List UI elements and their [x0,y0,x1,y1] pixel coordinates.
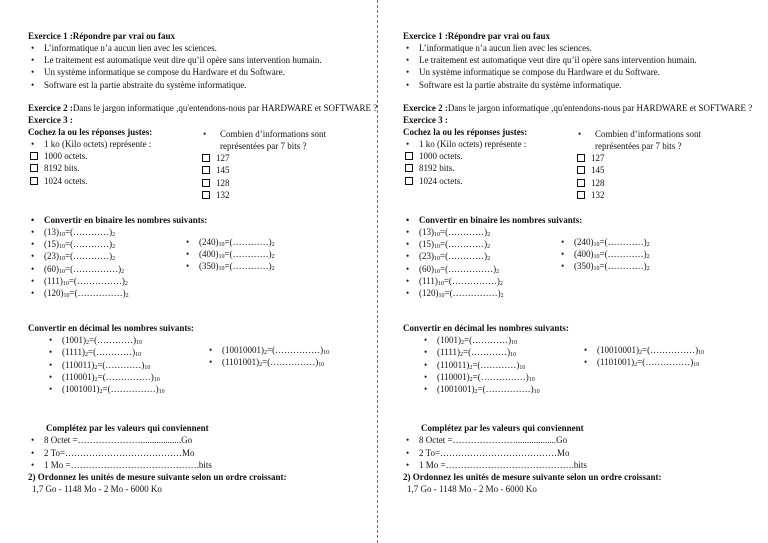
base-subscript: 10 [510,352,517,359]
conversion-number: (120) [44,287,64,298]
conversion-blank[interactable]: =(……………) [65,263,122,274]
checkbox-option[interactable]: 127 [575,152,753,164]
base-subscript: 10 [218,254,225,261]
ex1-statement: • Le traitement est automatique veut dire qu’il opère sans intervention humain. [403,54,753,66]
base-subscript: 2 [487,232,491,239]
base-subscript: 10 [59,232,65,239]
ex1-statement: • L’informatique n’a aucun lien avec les sciences. [28,42,378,54]
units-item: • 2 To=…………………………………Mo [403,447,753,459]
conversion-item [46,359,165,371]
ex1-statement: • L’informatique n’a aucun lien avec les sciences. [403,42,753,54]
conversion-blank[interactable]: =(……………) [102,383,159,394]
base-subscript: 10 [218,266,225,273]
checkbox-option[interactable]: 145 [200,164,378,176]
base-subscript: 10 [158,388,165,395]
ex3-question-2: • Combien d’informations sont représentées par 7 bits ? [200,128,350,152]
binary-conversion [28,214,378,302]
base-subscript: 10 [593,254,600,261]
base-subscript: 10 [135,352,142,359]
conversion-blank[interactable]: =(…………) [440,227,488,238]
checkbox-option[interactable]: 145 [575,164,753,176]
exercise-2-title: Exercice 2 : [403,102,448,113]
checkbox-option[interactable]: 128 [575,177,753,189]
conversion-item [421,371,540,383]
conversion-number: (240) [574,237,594,248]
conversion-number: (1001001) [62,383,100,394]
base-subscript: 2 [259,362,263,369]
base-subscript: 2 [474,388,478,395]
conversion-item [183,248,275,260]
conversion-number: (1001) [62,335,86,346]
conversion-blank[interactable]: =(…………) [599,261,647,272]
conversion-number: (1111) [62,347,85,358]
conversion-item [403,275,504,287]
decimal-conversion [28,322,378,400]
conversion-blank[interactable]: =(……………) [477,383,534,394]
ex3-question-2: • Combien d’informations sont représentées par 7 bits ? [575,128,725,152]
conversion-item [46,371,165,383]
conversion-blank[interactable]: =(…………) [599,249,647,260]
base-subscript: 10 [62,280,69,287]
binary-list-left [403,226,504,299]
base-subscript: 10 [511,340,518,347]
base-subscript: 2 [112,256,116,263]
conversion-item [206,356,329,368]
units-title: Complétez par les valeurs qui conviennent [421,423,584,434]
conversion-blank[interactable]: =(…………) [463,347,511,358]
conversion-item [421,346,540,358]
conversion-number: (13) [419,227,434,238]
conversion-item [558,260,650,272]
conversion-item [46,334,165,346]
conversion-blank[interactable]: =(…………) [440,251,488,262]
base-subscript: 2 [264,350,267,357]
conversion-number: (1001001) [437,383,475,394]
conversion-number: (110011) [62,359,95,370]
conversion-number: (23) [44,251,59,262]
base-subscript: 10 [693,362,700,369]
checkbox-option[interactable]: 132 [575,189,753,201]
conversion-item [558,236,650,248]
conversion-blank[interactable]: =(……………) [69,287,126,298]
base-subscript: 2 [271,242,275,249]
conversion-item [403,263,504,275]
checkbox-option[interactable]: 1024 octets. [403,175,573,187]
base-subscript: 10 [434,256,440,263]
conversion-item [28,287,129,299]
conversion-item [403,226,504,238]
units-title: Complétez par les valeurs qui conviennent [46,423,209,434]
base-subscript: 2 [461,340,464,347]
base-subscript: 2 [94,364,98,371]
conversion-number: (111) [44,275,63,286]
units-order-list: 1,7 Go - 1148 Mo - 2 Mo - 6000 Ko [407,483,537,494]
base-subscript: 10 [144,364,151,371]
conversion-blank[interactable]: =(…………) [89,335,137,346]
conversion-item [403,250,504,262]
base-subscript: 2 [499,280,503,287]
conversion-number: (350) [199,261,219,272]
conversion-blank[interactable]: =(……………) [97,371,154,382]
conversion-item [28,275,129,287]
conversion-number: (110001) [437,371,470,382]
base-subscript: 10 [434,244,440,251]
base-subscript: 10 [533,388,540,395]
exercise-3 [28,114,378,206]
ex1-statement: • Le traitement est automatique veut dire qu’il opère sans intervention humain. [28,54,378,66]
conversion-number: (1101001) [222,357,260,368]
base-subscript: 2 [639,350,642,357]
conversion-number: (1111) [437,347,460,358]
base-subscript: 2 [496,268,500,275]
base-subscript: 10 [437,280,444,287]
binary-list-right [183,236,275,272]
conversion-item [28,226,129,238]
binary-list-right [558,236,650,272]
binary-list-left [28,226,129,299]
base-subscript: 2 [469,376,473,383]
conversion-number: (15) [44,239,59,250]
conversion-item [28,238,129,250]
conversion-item [403,238,504,250]
conversion-item [46,383,165,395]
base-subscript: 2 [99,388,103,395]
conversion-blank[interactable]: =(……………) [440,263,497,274]
units-item: • 8 Octet =…………………..................Go [403,434,753,446]
conversion-number: (60) [419,263,434,274]
exercise-2 [403,102,753,114]
base-subscript: 10 [438,292,445,299]
conversion-blank[interactable]: =(…………) [224,249,272,260]
base-subscript: 2 [86,340,89,347]
units-item: • 8 Octet =…………………..................Go [28,434,378,446]
conversion-number: (1001) [437,335,461,346]
conversion-blank[interactable]: =(……………) [267,345,324,356]
base-subscript: 10 [218,242,225,249]
ex3-question-1: • 1 ko (Kilo octets) représente : [28,138,198,150]
base-subscript: 2 [124,280,128,287]
conversion-number: (350) [574,261,594,272]
decimal-list-left [421,334,540,395]
conversion-blank[interactable]: =(…………) [599,237,647,248]
units-exercise [403,422,753,495]
conversion-number: (10010001) [597,345,639,356]
conversion-number: (13) [44,227,59,238]
conversion-item [581,344,704,356]
conversion-blank[interactable]: =(……………) [642,345,699,356]
exercise-3 [403,114,753,206]
units-item: • 1 Mo =…………………………………….bits [403,459,753,471]
conversion-item [421,383,540,395]
base-subscript: 10 [698,350,705,357]
conversion-item [206,344,329,356]
exercise-2 [28,102,378,114]
conversion-blank[interactable]: =(…………) [224,261,272,272]
base-subscript: 10 [318,362,325,369]
conversion-blank[interactable]: =(……………) [68,275,125,286]
base-subscript: 2 [487,256,491,263]
checkbox-option[interactable]: 132 [200,189,378,201]
conversion-number: (110011) [437,359,470,370]
conversion-blank[interactable]: =(……………) [637,357,694,368]
checkbox-option[interactable]: 128 [200,177,378,189]
base-subscript: 10 [323,350,330,357]
checkbox-option[interactable]: 8192 bits. [403,162,573,174]
conversion-blank[interactable]: =(…………) [65,239,113,250]
conversion-number: (120) [419,287,439,298]
ex3-question-1: • 1 ko (Kilo octets) représente : [403,138,573,150]
base-subscript: 2 [460,352,463,359]
conversion-item [581,356,704,368]
exercise-2-title: Exercice 2 : [28,102,73,113]
base-subscript: 2 [500,292,504,299]
base-subscript: 2 [646,254,650,261]
base-subscript: 2 [94,376,98,383]
base-subscript: 2 [112,244,116,251]
conversion-item [28,250,129,262]
conversion-blank[interactable]: =(…………) [97,359,145,370]
base-subscript: 10 [593,266,600,273]
conversion-number: (110001) [62,371,95,382]
base-subscript: 10 [434,232,440,239]
conversion-blank[interactable]: =(…………) [88,347,136,358]
base-subscript: 2 [646,266,650,273]
exercise-1 [28,30,378,91]
exercise-3-title: Exercice 3 : [403,114,448,125]
conversion-number: (15) [419,239,434,250]
base-subscript: 10 [593,242,600,249]
ex1-statement: • Un système informatique se compose du Hardware et du Software. [28,66,378,78]
exercise-1-title: Exercice 1 :Répondre par vrai ou faux [403,31,550,41]
conversion-number: (1101001) [597,357,635,368]
conversion-item [183,236,275,248]
conversion-number: (23) [419,251,434,262]
units-order-question: 2) Ordonnez les unités de mesure suivante selon un ordre croissant: [403,471,662,482]
ex1-statement: • Un système informatique se compose du Hardware et du Software. [403,66,753,78]
base-subscript: 2 [112,232,116,239]
checkbox-option[interactable]: 127 [200,152,378,164]
units-order-list: 1,7 Go - 1148 Mo - 2 Mo - 6000 Ko [32,483,162,494]
binary-title: • Convertir en binaire les nombres suivants: [403,214,753,226]
conversion-blank[interactable]: =(…………) [440,239,488,250]
base-subscript: 10 [519,364,526,371]
conversion-number: (240) [199,237,219,248]
exercise-2-question: Dans le jargon informatique ,qu'entendons-nous par HARDWARE et SOFTWARE ? [72,102,378,113]
conversion-blank[interactable]: =(…………) [464,335,512,346]
units-exercise [28,422,378,495]
conversion-item [421,334,540,346]
conversion-blank[interactable]: =(……………) [472,371,529,382]
decimal-list-right [581,344,704,368]
base-subscript: 2 [125,292,129,299]
base-subscript: 2 [121,268,125,275]
decimal-title: Convertir en décimal les nombres suivants: [28,323,194,334]
base-subscript: 10 [59,244,65,251]
conversion-number: (10010001) [222,345,264,356]
conversion-number: (111) [419,275,438,286]
units-item: • 1 Mo =…………………………………….bits [28,459,378,471]
checkbox-option[interactable]: 1000 octets. [403,150,573,162]
exercise-1 [403,30,753,91]
conversion-blank[interactable]: =(…………) [472,359,520,370]
conversion-number: (400) [574,249,594,260]
decimal-conversion [403,322,753,400]
exercise-1-title: Exercice 1 :Répondre par vrai ou faux [28,31,175,41]
units-item: • 2 To=…………………………………Mo [28,447,378,459]
worksheet-right [403,30,753,495]
checkbox-option[interactable]: 1024 octets. [28,175,198,187]
base-subscript: 2 [469,364,473,371]
conversion-blank[interactable]: =(……………) [262,357,319,368]
base-subscript: 2 [487,244,491,251]
checkbox-option[interactable]: 8192 bits. [28,162,198,174]
base-subscript: 2 [85,352,88,359]
conversion-blank[interactable]: =(…………) [65,251,113,262]
conversion-item [421,359,540,371]
conversion-blank[interactable]: =(…………) [65,227,113,238]
conversion-item [183,260,275,272]
exercise-2-question: Dans le jargon informatique ,qu'entendons-nous par HARDWARE et SOFTWARE ? [447,102,753,113]
base-subscript: 10 [528,376,535,383]
conversion-number: (400) [199,249,219,260]
decimal-list-right [206,344,329,368]
worksheet-left [28,30,378,495]
conversion-blank[interactable]: =(…………) [224,237,272,248]
base-subscript: 2 [634,362,638,369]
base-subscript: 10 [59,256,65,263]
ex1-statement: • Software est la partie abstraite du système informatique. [28,79,378,91]
conversion-item [403,287,504,299]
binary-conversion [403,214,753,302]
decimal-title: Convertir en décimal les nombres suivants: [403,323,569,334]
decimal-list-left [46,334,165,395]
units-order-question: 2) Ordonnez les unités de mesure suivante selon un ordre croissant: [28,471,287,482]
base-subscript: 10 [153,376,160,383]
conversion-blank[interactable]: =(……………) [444,287,501,298]
exercise-3-subtitle: Cochez la ou les réponses justes: [28,126,153,137]
base-subscript: 2 [271,254,275,261]
base-subscript: 10 [59,268,65,275]
exercise-3-subtitle: Cochez la ou les réponses justes: [403,126,528,137]
ex1-statement: • Software est la partie abstraite du système informatique. [403,79,753,91]
binary-title: • Convertir en binaire les nombres suivants: [28,214,378,226]
conversion-item [558,248,650,260]
base-subscript: 10 [136,340,143,347]
checkbox-option[interactable]: 1000 octets. [28,150,198,162]
conversion-item [46,346,165,358]
base-subscript: 10 [434,268,440,275]
base-subscript: 2 [271,266,275,273]
base-subscript: 2 [646,242,650,249]
conversion-number: (60) [44,263,59,274]
exercise-3-title: Exercice 3 : [28,114,73,125]
conversion-item [28,263,129,275]
conversion-blank[interactable]: =(……………) [443,275,500,286]
base-subscript: 10 [63,292,70,299]
